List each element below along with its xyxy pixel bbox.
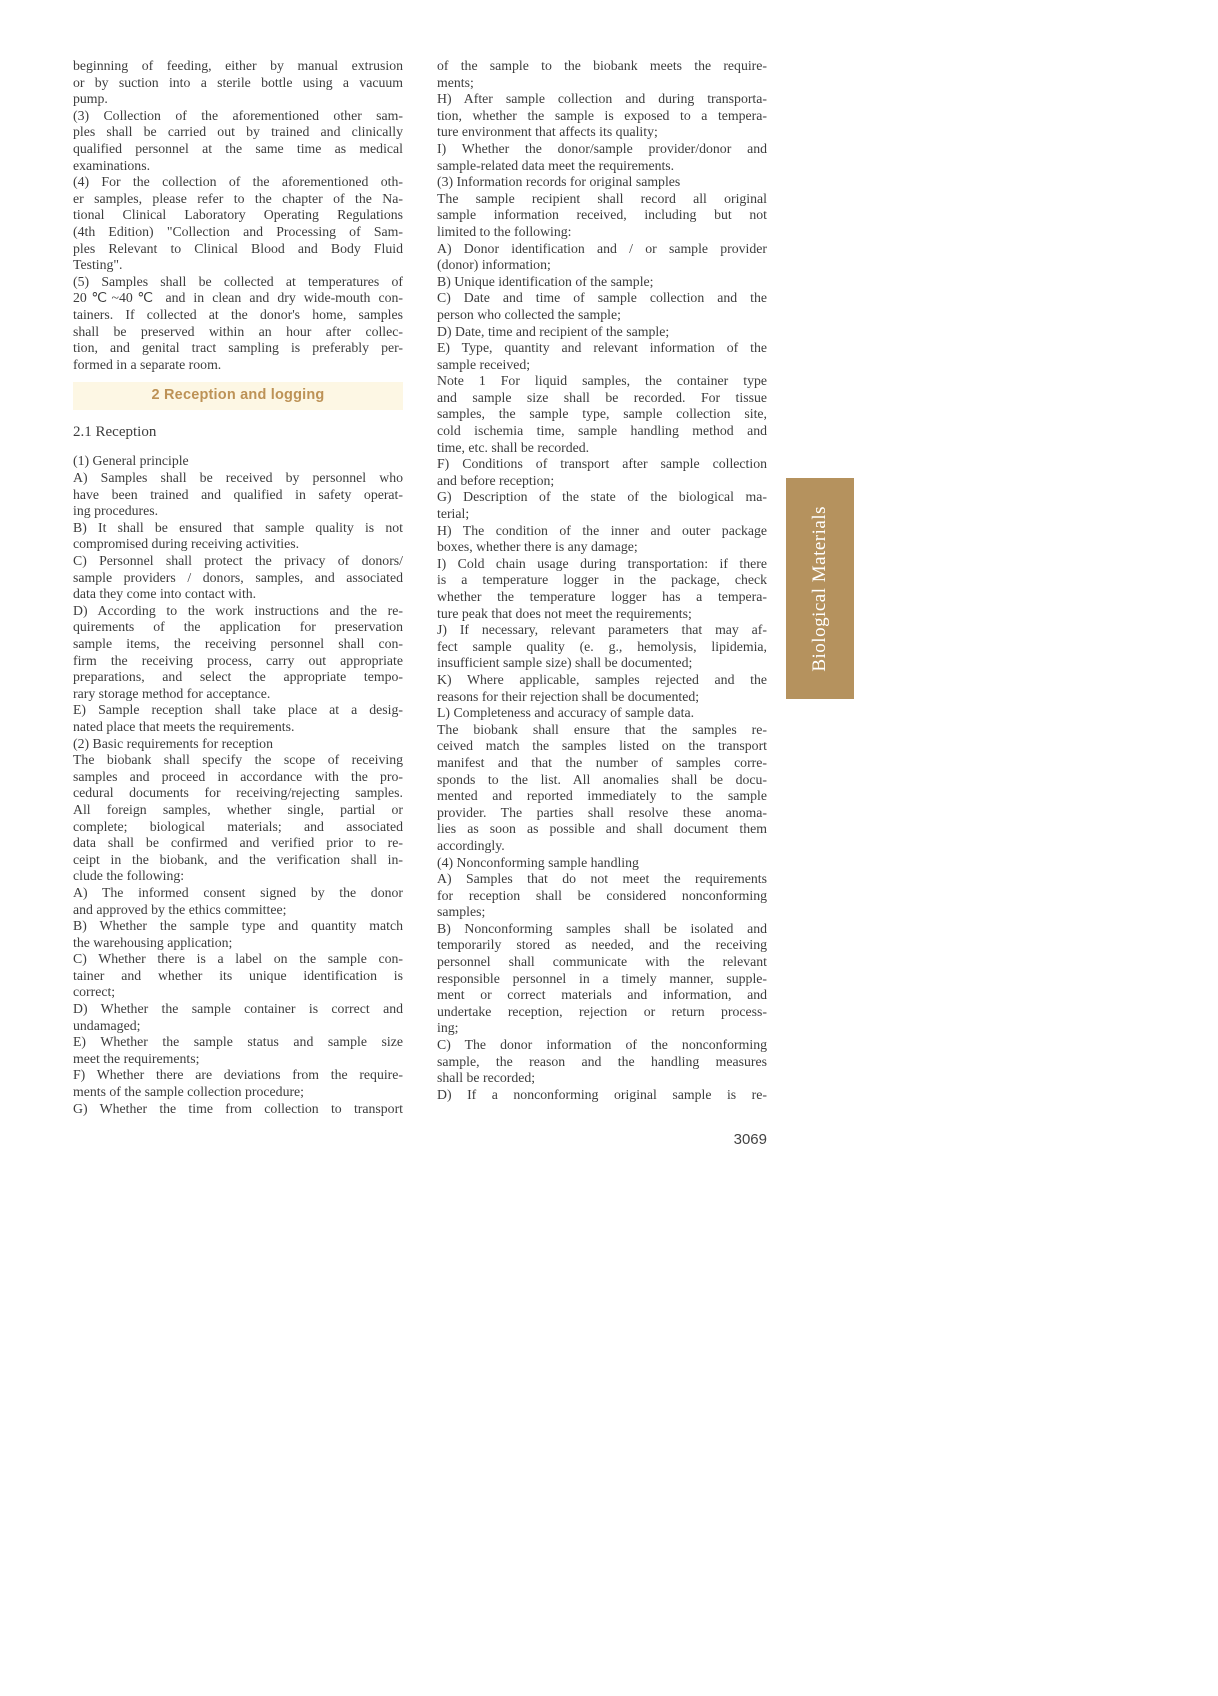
text-line: the warehousing application; xyxy=(73,934,233,950)
text-line: person who collected the sample; xyxy=(437,306,621,322)
chapter-thumb-tab[interactable] xyxy=(786,478,854,699)
text-line: shall be recorded; xyxy=(437,1070,536,1086)
text-line: C) The donor information of the nonconforming xyxy=(437,1037,767,1053)
text-line: and sample size shall be recorded. For tissue xyxy=(437,389,767,405)
paragraph-block xyxy=(73,58,403,373)
text-line: personnel shall communicate with the relevant xyxy=(437,954,767,970)
text-line: (3) Information records for original samples xyxy=(437,174,681,190)
text-line: All foreign samples, whether single, partial or xyxy=(73,801,403,817)
text-line: accordingly. xyxy=(437,837,505,853)
text-line: meet the requirements; xyxy=(73,1050,200,1066)
text-line: E) Type, quantity and relevant information of the xyxy=(437,340,767,356)
text-line: (donor) information; xyxy=(437,257,551,273)
text-line: (3) Collection of the aforementioned other sam- xyxy=(73,107,403,123)
text-line: ments; xyxy=(437,74,474,90)
text-line: ceived match the samples listed on the transport xyxy=(437,738,767,754)
text-line: firm the receiving process, carry out appropriate xyxy=(73,652,403,668)
page-number: 3069 xyxy=(733,1131,767,1148)
text-line: (5) Samples shall be collected at temperatures of xyxy=(73,273,403,289)
text-line: sample providers / donors, samples, and associated xyxy=(73,569,403,585)
text-line: nated place that meets the requirements. xyxy=(73,718,295,734)
text-line: correct; xyxy=(73,984,116,1000)
text-line: tion, whether the sample is exposed to a tempera- xyxy=(437,107,767,123)
text-line: sample items, the receiving personnel shall con- xyxy=(73,636,403,651)
text-line: ments of the sample collection procedure; xyxy=(73,1084,305,1100)
text-line: fect sample quality (e. g., hemolysis, lipidemia, xyxy=(437,638,767,654)
text-line: The biobank shall ensure that the samples re- xyxy=(437,721,767,737)
text-line: samples; xyxy=(437,904,486,920)
text-line: (2) Basic requirements for reception xyxy=(73,735,273,751)
text-line: undertake reception, rejection or return process- xyxy=(437,1003,767,1019)
text-line: and approved by the ethics committee; xyxy=(73,901,287,917)
text-line: ment or correct materials and information, and xyxy=(437,987,767,1003)
text-line: (4) For the collection of the aforementioned oth- xyxy=(73,174,403,190)
text-line: or by suction into a sterile bottle using a vacuum xyxy=(73,74,403,90)
text-line: A) The informed consent signed by the donor xyxy=(73,884,403,900)
text-line: The sample recipient shall record all original xyxy=(437,190,767,206)
text-line: 20℃~40℃ and in clean and dry wide-mouth con- xyxy=(73,290,403,306)
text-line: tainers. If collected at the donor's home, samples xyxy=(73,306,403,322)
text-line: F) Whether there are deviations from the require- xyxy=(73,1067,403,1083)
text-line: E) Whether the sample status and sample size xyxy=(73,1034,403,1050)
text-line: for reception shall be considered nonconforming xyxy=(437,887,767,903)
text-line: manifest and that the number of samples corre- xyxy=(437,754,767,770)
text-line: sample received; xyxy=(437,356,531,372)
text-line: A) Samples shall be received by personnel who xyxy=(73,470,403,486)
text-line: rary storage method for acceptance. xyxy=(73,685,271,701)
text-line: ture peak that does not meet the requirements; xyxy=(437,605,692,621)
text-line: I) Cold chain usage during transportation: if there xyxy=(437,555,767,571)
text-line: pump. xyxy=(73,91,108,107)
text-line: examinations. xyxy=(73,157,151,173)
text-line: mented and reported immediately to the sample xyxy=(437,788,767,804)
text-line: ing procedures. xyxy=(73,503,159,519)
text-line: sample information received, including but not xyxy=(437,207,767,223)
text-line: C) Personnel shall protect the privacy of donors/ xyxy=(73,553,403,569)
text-line: boxes, whether there is any damage; xyxy=(437,539,638,555)
text-line: (1) General principle xyxy=(73,453,189,469)
text-line: Testing". xyxy=(73,257,123,273)
text-line: ples Relevant to Clinical Blood and Body Fluid xyxy=(73,240,403,256)
text-line: B) Unique identification of the sample; xyxy=(437,273,654,289)
text-line: of the sample to the biobank meets the require- xyxy=(437,58,767,73)
paragraph-block xyxy=(437,58,767,1103)
text-line: samples, the sample type, sample collection site, xyxy=(437,406,767,422)
text-line: J) If necessary, relevant parameters that may af- xyxy=(437,622,767,638)
text-line: ceipt in the biobank, and the verification shall in- xyxy=(73,851,403,867)
text-line: clude the following: xyxy=(73,868,185,884)
text-line: complete; biological materials; and associated xyxy=(73,818,403,834)
text-line: insufficient sample size) shall be documented; xyxy=(437,655,693,671)
text-line: formed in a separate room. xyxy=(73,356,222,372)
text-line: cold ischemia time, sample handling method and xyxy=(437,423,767,439)
text-line: D) If a nonconforming original sample is re- xyxy=(437,1086,767,1102)
text-line: G) Whether the time from collection to transport xyxy=(73,1100,403,1116)
text-line: ples shall be carried out by trained and clinically xyxy=(73,124,403,140)
text-line: A) Samples that do not meet the requirements xyxy=(437,871,767,887)
text-line: er samples, please refer to the chapter of the Na- xyxy=(73,190,403,206)
text-line: B) Whether the sample type and quantity match xyxy=(73,918,403,934)
text-line: whether the temperature logger has a tempera- xyxy=(437,589,767,604)
paragraph-block xyxy=(73,453,403,1117)
text-line: temporarily stored as needed, and the receiving xyxy=(437,937,767,953)
text-line: C) Whether there is a label on the sample con- xyxy=(73,951,403,967)
text-line: E) Sample reception shall take place at a desig- xyxy=(73,702,403,718)
text-line: limited to the following: xyxy=(437,223,572,239)
text-line: ture environment that affects its quality; xyxy=(437,124,658,140)
text-line: responsible personnel in a timely manner, supple- xyxy=(437,970,767,986)
text-line: terial; xyxy=(437,506,470,522)
text-line: have been trained and qualified in safety operat- xyxy=(73,486,403,502)
text-line: ing; xyxy=(437,1020,459,1036)
text-line: K) Where applicable, samples rejected and the xyxy=(437,671,767,687)
text-line: qualified personnel at the same time as medical xyxy=(73,140,403,156)
text-line: provider. The parties shall resolve these anoma- xyxy=(437,804,767,820)
text-line: B) Nonconforming samples shall be isolated and xyxy=(437,920,767,936)
text-line: quirements of the application for preservation xyxy=(73,619,403,635)
chapter-tab-label: Biological Materials xyxy=(809,505,830,672)
text-line: A) Donor identification and / or sample provider xyxy=(437,240,767,256)
text-line: tainer and whether its unique identification is xyxy=(73,967,403,983)
text-line: B) It shall be ensured that sample quality is not xyxy=(73,519,403,535)
section-header: 2 Reception and logging xyxy=(73,382,403,410)
text-line: undamaged; xyxy=(73,1017,141,1033)
text-line: tional Clinical Laboratory Operating Regulations xyxy=(73,207,403,223)
text-line: compromised during receiving activities. xyxy=(73,536,300,552)
text-line: and before reception; xyxy=(437,472,555,488)
text-line: time, etc. shall be recorded. xyxy=(437,439,590,455)
text-line: (4) Nonconforming sample handling xyxy=(437,854,639,870)
text-line: D) Date, time and recipient of the sample; xyxy=(437,323,670,339)
text-line: G) Description of the state of the biological ma- xyxy=(437,489,767,505)
text-line: data they come into contact with. xyxy=(73,586,257,602)
text-line: (4th Edition) "Collection and Processing of Sam- xyxy=(73,223,403,239)
text-line: sponds to the list. All anomalies shall be docu- xyxy=(437,771,767,787)
text-line: beginning of feeding, either by manual extrusion xyxy=(73,58,403,73)
text-line: cedural documents for receiving/rejecting samples. xyxy=(73,785,403,801)
text-line: H) After sample collection and during transporta- xyxy=(437,91,767,107)
text-line: The biobank shall specify the scope of receiving xyxy=(73,752,403,768)
text-line: sample-related data meet the requirements. xyxy=(437,157,675,173)
text-line: reasons for their rejection shall be documented; xyxy=(437,688,700,704)
text-line: D) Whether the sample container is correct and xyxy=(73,1001,403,1017)
text-line: D) According to the work instructions and the re- xyxy=(73,602,403,618)
text-line: shall be preserved within an hour after collec- xyxy=(73,323,403,339)
text-line: F) Conditions of transport after sample collection xyxy=(437,456,767,472)
text-line: C) Date and time of sample collection and the xyxy=(437,290,767,306)
text-line: I) Whether the donor/sample provider/donor and xyxy=(437,140,767,156)
text-line: lies as soon as possible and shall document them xyxy=(437,821,767,837)
text-line: Note 1 For liquid samples, the container type xyxy=(437,373,767,389)
left-column xyxy=(73,58,403,1117)
text-line: is a temperature logger in the package, check xyxy=(437,572,767,588)
text-line: preparations, and select the appropriate tempo- xyxy=(73,669,403,685)
text-line: sample, the reason and the handling measures xyxy=(437,1053,767,1069)
text-line: L) Completeness and accuracy of sample data. xyxy=(437,705,695,721)
text-line: H) The condition of the inner and outer package xyxy=(437,522,767,538)
subsection-heading: 2.1 Reception xyxy=(73,423,157,440)
right-column xyxy=(437,58,767,1103)
text-line: samples and proceed in accordance with the pro- xyxy=(73,768,403,784)
text-line: tion, and genital tract sampling is preferably per- xyxy=(73,340,403,356)
text-line: data shall be confirmed and verified prior to re- xyxy=(73,835,403,851)
